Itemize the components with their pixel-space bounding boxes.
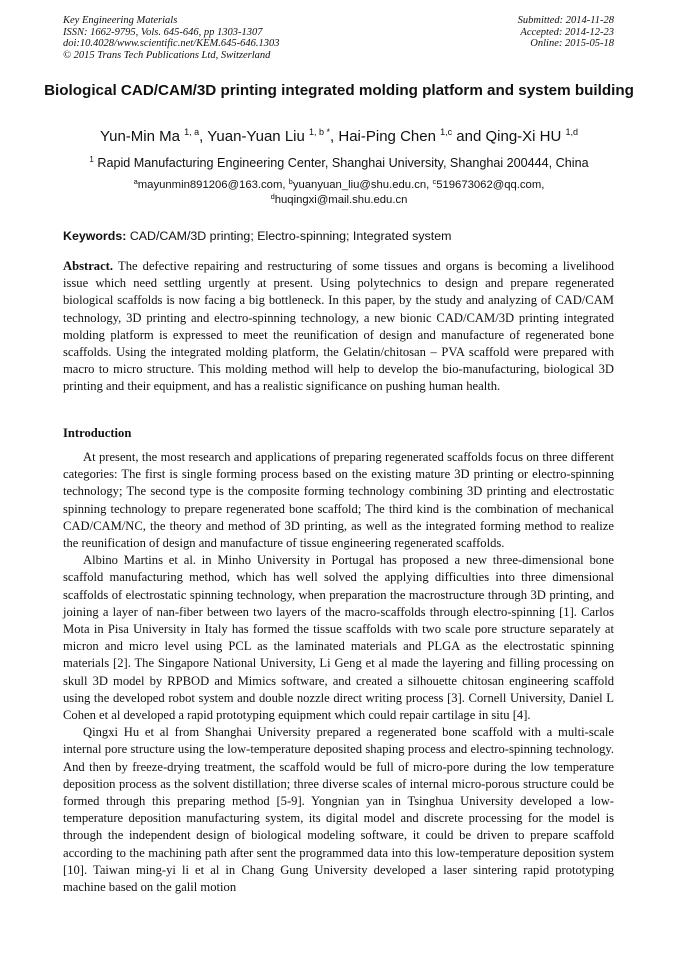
- author-sup: 1,c: [440, 127, 453, 137]
- abstract: [63, 258, 614, 396]
- journal-name: Key Engineering Materials: [63, 15, 178, 26]
- submitted-date: Submitted: 2014-11-28: [517, 15, 614, 26]
- author-list: [30, 128, 648, 146]
- body-paragraph: Albino Martins et al. in Minho University in Portugal has proposed a new three-dimensional bone scaffold manufacturing method, which has well solved the applying difficulties into three dimensional scaffolds of electrostatic spinning technology, when preparation the macrostructure through 3D printing, and joining a layer of nan-fiber between two layers of the macro-scaffolds through electro-spinning [1]. Carlos Mota in Pisa University in Italy has formed the tissue scaffolds with two scale pore structure separately at micron and micro level using PCL as the laminated materials and PLGA as the electrostatic spinning materials [2]. The Singapore National University, Li Geng et al made the layering and filling processing on skull 3D model by RPBOD and Mimics software, and created a silhouette chitosan engineering scaffold using the developed robot system and double nozzle direct writing process [3]. Cornell University, Daniel L Cohen et al developed a rapid prototyping equipment which could repair cartilage in situ [4].: [63, 553, 614, 723]
- keywords-text: CAD/CAM/3D printing; Electro-spinning; Integrated system: [129, 229, 452, 243]
- copyright-line: © 2015 Trans Tech Publications Ltd, Switzerland: [63, 49, 271, 61]
- doi-line: doi:10.4028/www.scientific.net/KEM.645-646.1303: [63, 38, 280, 50]
- email-sup: b: [288, 177, 293, 186]
- body-paragraph: Qingxi Hu et al from Shanghai University prepared a regenerated bone scaffold with a multi-scale internal pore structure using the low-temperature deposited shaping process and electro-spinning technology. And then by freeze-drying treatment, the scaffold would be full of micro-pore during the low temperature deposition process as the solvent distillation; three diverse scales of internal micro-porous structure could be formed through this preparing method [5-9]. Yongnian yan in Tsinghua University developed a low-temperature deposition manufacturing system, its digital model and discrete processing for the model is through the independent design of biological modeling software, it could be driven to prepare scaffold according to the machining path after sent the programmed data into this low-temperature deposition system [10]. Taiwan ming-yi li et al in Chang Gung University developed a laser sintering rapid prototyping machine based on the galil motion: [63, 725, 614, 895]
- email-block: [40, 178, 638, 208]
- email-address[interactable]: yuanyuan_liu@shu.edu.cn: [292, 179, 427, 191]
- abstract-text: The defective repairing and restructuring of some tissues and organs is becoming a livelihood issue which need settling urgently at present. Using polytechnics to design and prepare regenerated biological scaffolds is now facing a big bottleneck. In this paper, by the study and analyzing of CAD/CAM technology, 3D printing and electro-spinning technology, a new bionic CAD/CAM/3D printing integrated molding platform is expressed to meet the reunification of design and manufacture of regenerated bone scaffolds. Using the integrated molding platform, the Gelatin/chitosan – PVA scaffold were prepared with macro to micro structure. This molding method will help to develop the bio-manufacturing, biological 3D printing and their equipment, and has a realistic significance on pushing human health.: [63, 259, 614, 394]
- abstract-label: Abstract.: [63, 259, 114, 273]
- author-name: Yun-Min Ma: [99, 128, 180, 145]
- email-sup: d: [270, 192, 275, 201]
- author-separator: and: [452, 128, 486, 145]
- author-sup: 1,d: [565, 127, 579, 137]
- journal-header-right: [518, 15, 614, 50]
- keywords-line: [63, 229, 451, 244]
- email-address[interactable]: huqingxi@mail.shu.edu.cn: [274, 194, 408, 206]
- keywords-label: Keywords:: [63, 229, 127, 243]
- affiliation-sup: 1: [89, 155, 94, 164]
- introduction-body: [63, 449, 614, 896]
- author-sup: 1, a: [184, 127, 200, 137]
- section-heading-introduction: Introduction: [63, 426, 132, 440]
- author-name: Yuan-Yuan Liu: [207, 128, 305, 145]
- accepted-date: Accepted: 2014-12-23: [520, 26, 614, 38]
- journal-header-left: [63, 15, 280, 61]
- affiliation: [30, 155, 648, 171]
- body-paragraph: At present, the most research and applications of preparing regenerated scaffolds focus on three different categories: The first is single forming process based on the existing mature 3D printing or electro-spinning technology; The second type is the composite forming technology combining 3D printing and electrostatic spinning technology to prepare regenerated bone scaffold; The third kind is the combination of mechanical CAD/CAM/NC, the theory and method of 3D printing, as well as the integrated forming method to realize the reunification of design and manufacture of tissue engineering regenerated scaffolds.: [63, 450, 614, 551]
- author-separator: ,: [330, 128, 339, 145]
- online-date: Online: 2015-05-18: [530, 38, 614, 50]
- affiliation-text: Rapid Manufacturing Engineering Center, Shanghai University, Shanghai 200444, China: [97, 156, 589, 170]
- email-separator: ,: [282, 179, 289, 191]
- email-sup: a: [133, 177, 138, 186]
- paper-title: Biological CAD/CAM/3D printing integrated molding platform and system building: [44, 82, 634, 99]
- author-sup: 1, b *: [309, 127, 331, 137]
- author-name: Hai-Ping Chen: [338, 128, 436, 145]
- email-address[interactable]: mayunmin891206@163.com: [137, 179, 283, 191]
- email-separator: ,: [541, 179, 545, 191]
- issn-line: ISSN: 1662-9795, Vols. 645-646, pp 1303-1307: [63, 26, 263, 38]
- email-separator: ,: [426, 179, 433, 191]
- email-sup: c: [432, 177, 437, 186]
- author-separator: ,: [199, 128, 208, 145]
- email-address[interactable]: 519673062@qq.com: [436, 179, 542, 191]
- author-name: Qing-Xi HU: [485, 128, 562, 145]
